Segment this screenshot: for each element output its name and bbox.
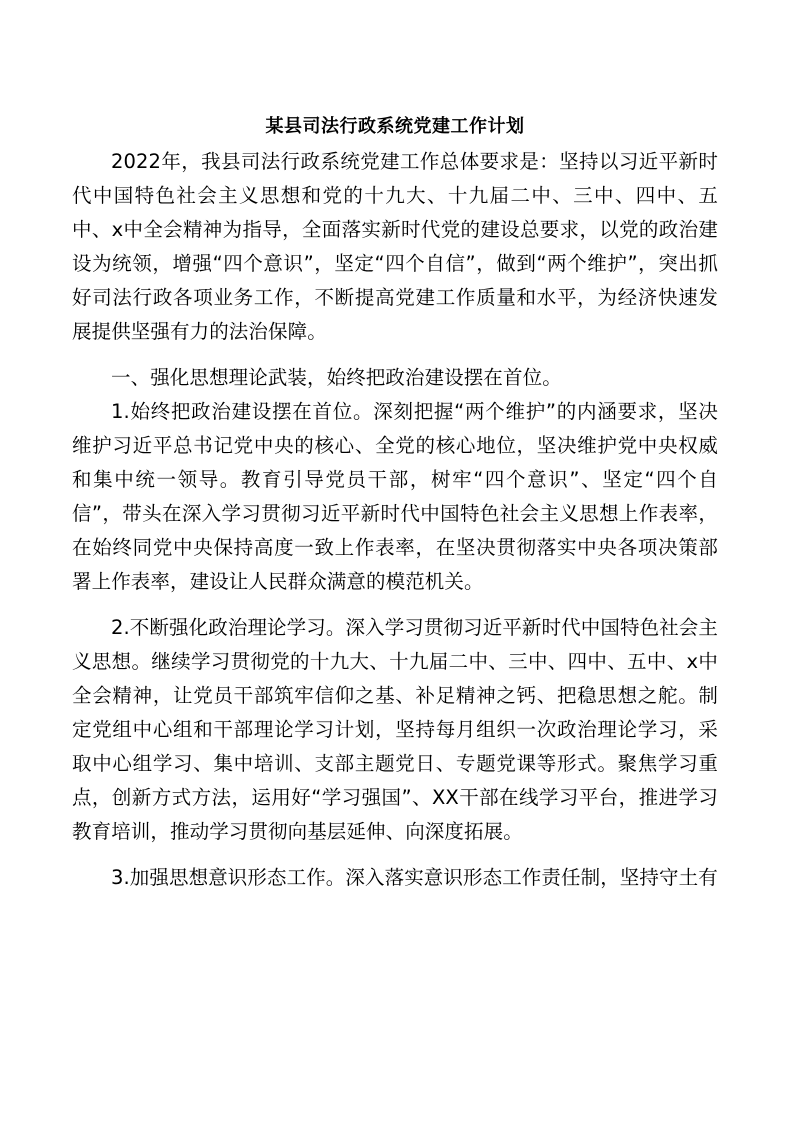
- paragraph-general-requirements: 2022年，我县司法行政系统党建工作总体要求是：坚持以习近平新时代中国特色社会主义思想和党的十九大、十九届二中、三中、四中、五中、x中全会精神为指导，全面落实新时代党的建设总要求，以党的政治建设为统领，增强“四个意识”，坚定“四个自信”，做到“两个维护”，突出抓好司法行政各项业务工作，不断提高党建工作质量和水平，为经济快速发展提供坚强有力的法治保障。: [72, 150, 718, 343]
- document-title: 某县司法行政系统党建工作计划: [265, 116, 525, 137]
- section-heading-1: 一、强化思想理论武装，始终把政治建设摆在首位。: [111, 366, 562, 389]
- paragraph-item-3: 3.加强思想意识形态工作。深入落实意识形态工作责任制，坚持守土有: [111, 866, 718, 889]
- paragraph-item-2: 2.不断强化政治理论学习。深入学习贯彻习近平新时代中国特色社会主义思想。继续学习贯彻党的十九大、十九届二中、三中、四中、五中、x中全会精神，让党员干部筑牢信仰之基、补足精神之钙、把稳思想之舵。制定党组中心组和干部理论学习计划，坚持每月组织一次政治理论学习，采取中心组学习、集中培训、支部主题党日、专题党课等形式。聚焦学习重点，创新方式方法，运用好“学习强国”、XX干部在线学习平台，推进学习教育培训，推动学习贯彻向基层延伸、向深度拓展。: [72, 616, 718, 843]
- paragraph-item-1: 1.始终把政治建设摆在首位。深刻把握“两个维护”的内涵要求，坚决维护习近平总书记党中央的核心、全党的核心地位，坚决维护党中央权威和集中统一领导。教育引导党员干部，树牢“四个意识”、坚定“四个自信”，带头在深入学习贯彻习近平新时代中国特色社会主义思想上作表率，在始终同党中央保持高度一致上作表率，在坚决贯彻落实中央各项决策部署上作表率，建设让人民群众满意的模范机关。: [72, 400, 718, 593]
